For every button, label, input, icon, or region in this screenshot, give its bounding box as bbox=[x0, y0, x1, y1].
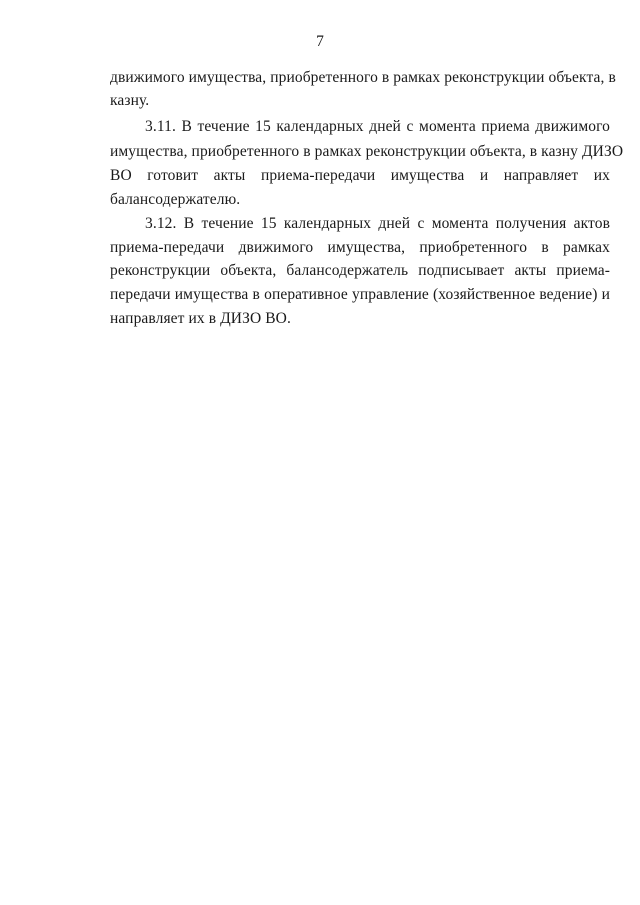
page-number: 7 bbox=[316, 33, 324, 50]
paragraph-line: 3.11. В течение 15 календарных дней с момента приема движимого bbox=[145, 118, 610, 135]
paragraph-line: движимого имущества, приобретенного в рамках реконструкции объекта, в bbox=[110, 69, 616, 86]
paragraph-line: имущества, приобретенного в рамках реконструкции объекта, в казну ДИЗО bbox=[110, 143, 624, 160]
paragraph-line: реконструкции объекта, балансодержатель подписывает акты приема- bbox=[110, 262, 610, 279]
paragraph-line: передачи имущества в оперативное управление (хозяйственное ведение) и bbox=[110, 286, 610, 303]
paragraph-line: направляет их в ДИЗО ВО. bbox=[110, 310, 291, 327]
paragraph-line: 3.12. В течение 15 календарных дней с момента получения актов bbox=[145, 215, 610, 232]
paragraph-line: ВО готовит акты приема-передачи имущества и направляет их bbox=[110, 167, 610, 184]
paragraph-line: приема-передачи движимого имущества, приобретенного в рамках bbox=[110, 239, 610, 256]
paragraph-line: балансодержателю. bbox=[110, 191, 241, 208]
paragraph-line: казну. bbox=[110, 92, 150, 109]
